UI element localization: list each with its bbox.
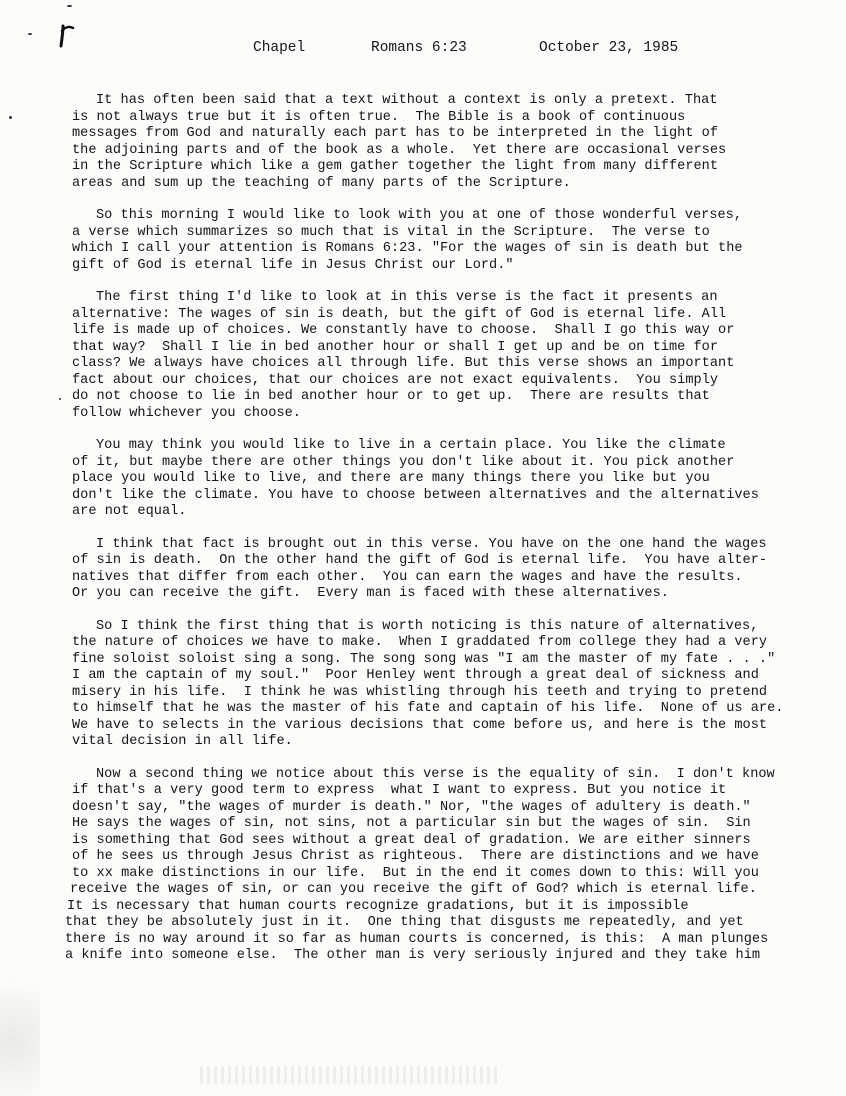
text-line: a knife into someone else. The other man is very seriously injured and they take him bbox=[65, 948, 761, 963]
text-line: messages from God and naturally each part has to be interpreted in the light of bbox=[72, 126, 719, 141]
paragraph-7 bbox=[65, 766, 792, 965]
text-line: to xx make distinctions in our life. But in the end it comes down to this: Will you bbox=[72, 865, 759, 881]
sermon-body bbox=[65, 93, 792, 981]
text-line: I think that fact is brought out in this verse. You have on the one hand the wages bbox=[96, 536, 767, 552]
text-line: of he sees us through Jesus Christ as righteous. There are distinctions and we have bbox=[72, 849, 759, 864]
text-line: of it, but maybe there are other things you don't like about it. You pick another bbox=[72, 454, 735, 470]
page-header bbox=[0, 40, 846, 60]
text-line: fine soloist soloist sing a song. The song song was "I am the master of my fate . . ." bbox=[72, 651, 776, 667]
text-line: I am the captain of my soul." Poor Henley went through a great deal of sickness and bbox=[72, 668, 759, 683]
margin-dot bbox=[67, 5, 72, 7]
margin-dot bbox=[9, 116, 12, 119]
paragraph-4 bbox=[72, 438, 792, 521]
header-chapel: Chapel bbox=[253, 40, 306, 56]
paragraph-5 bbox=[72, 537, 792, 603]
text-line: which I call your attention is Romans 6:23. "For the wages of sin is death but the bbox=[72, 241, 743, 256]
text-line: place you would like to live, and there are many things there you like but you bbox=[72, 471, 710, 486]
text-line: is something that God sees without a great deal of gradation. We are either sinners bbox=[72, 832, 751, 848]
text-line: in the Scripture which like a gem gather together the light from many different bbox=[72, 159, 719, 174]
paragraph-6 bbox=[72, 619, 792, 751]
text-line: natives that differ from each other. You can earn the wages and have the results. bbox=[72, 569, 743, 585]
text-line: Or you can receive the gift. Every man is faced with these alternatives. bbox=[72, 586, 669, 601]
text-line: Now a second thing we notice about this verse is the equality of sin. I don't know bbox=[96, 766, 775, 782]
text-line: It is necessary that human courts recognize gradations, but it is impossible bbox=[67, 898, 689, 914]
text-line: So this morning I would like to look with you at one of those wonderful verses, bbox=[96, 208, 743, 223]
text-line: life is made up of choices. We constantly have to choose. Shall I go this way or bbox=[72, 323, 735, 338]
text-line: that way? Shall I lie in bed another hour or shall I get up and be on time for bbox=[72, 339, 719, 355]
text-line: follow whichever you choose. bbox=[72, 405, 301, 421]
text-line: of sin is death. On the other hand the gift of God is eternal life. You have alter- bbox=[72, 553, 768, 568]
text-line: He says the wages of sin, not sins, not a particular sin but the wages of sin. Sin bbox=[72, 816, 751, 831]
text-line: The first thing I'd like to look at in this verse is the fact it presents an bbox=[96, 290, 718, 305]
margin-dot bbox=[28, 33, 32, 35]
text-line: alternative: The wages of sin is death, but the gift of God is eternal life. All bbox=[72, 306, 727, 322]
text-line: You may think you would like to live in a certain place. You like the climate bbox=[96, 438, 726, 453]
text-line: fact about our choices, that our choices are not exact equivalents. You simply bbox=[72, 372, 719, 388]
text-line: misery in his life. I think he was whistling through his teeth and trying to pretend bbox=[72, 684, 768, 700]
text-line: are not equal. bbox=[72, 504, 187, 519]
text-line: there is no way around it so far as human courts is concerned, is this: A man plunges bbox=[65, 931, 769, 947]
text-line: It has often been said that a text without a context is only a pretext. That bbox=[96, 93, 718, 108]
text-line: the adjoining parts and of the book as a whole. Yet there are occasional verses bbox=[72, 142, 727, 158]
header-scripture-reference: Romans 6:23 bbox=[371, 40, 467, 56]
text-line: class? We always have choices all through life. But this verse shows an important bbox=[72, 356, 735, 371]
text-line: receive the wages of sin, or can you receive the gift of God? which is eternal life. bbox=[70, 882, 757, 897]
text-line: gift of God is eternal life in Jesus Christ our Lord." bbox=[72, 257, 514, 273]
text-line: don't like the climate. You have to choose between alternatives and the alternatives bbox=[72, 487, 759, 503]
header-date: October 23, 1985 bbox=[539, 40, 679, 56]
text-line: vital decision in all life. bbox=[72, 734, 293, 749]
text-line: So I think the first thing that is worth noticing is this nature of alternatives, bbox=[96, 618, 759, 634]
paragraph-3 bbox=[72, 290, 792, 422]
text-line: the nature of choices we have to make. When I graddated from college they had a very bbox=[72, 635, 768, 650]
text-line: areas and sum up the teaching of many parts of the Scripture. bbox=[72, 175, 571, 191]
text-line: that they be absolutely just in it. One thing that disgusts me repeatedly, and yet bbox=[65, 915, 744, 930]
text-line: doesn't say, "the wages of murder is death." Nor, "the wages of adultery is death." bbox=[72, 799, 751, 815]
margin-dot bbox=[59, 398, 61, 400]
text-line: do not choose to lie in bed another hour or to get up. There are results that bbox=[72, 389, 710, 404]
bleed-through-smudge bbox=[200, 1066, 500, 1084]
paragraph-1 bbox=[72, 93, 792, 192]
text-line: to himself that he was the master of his fate and captain of his life. None of us are. bbox=[72, 701, 784, 716]
text-line: We have to selects in the various decisions that come before us, and here is the most bbox=[72, 717, 768, 733]
text-line: is not always true but it is often true. The Bible is a book of continuous bbox=[72, 109, 686, 125]
scan-speckle bbox=[0, 960, 40, 1096]
paragraph-2 bbox=[72, 208, 792, 274]
text-line: if that's a very good term to express what I want to express. But you notice it bbox=[72, 783, 727, 798]
text-line: a verse which summarizes so much that is vital in the Scripture. The verse to bbox=[72, 224, 710, 240]
